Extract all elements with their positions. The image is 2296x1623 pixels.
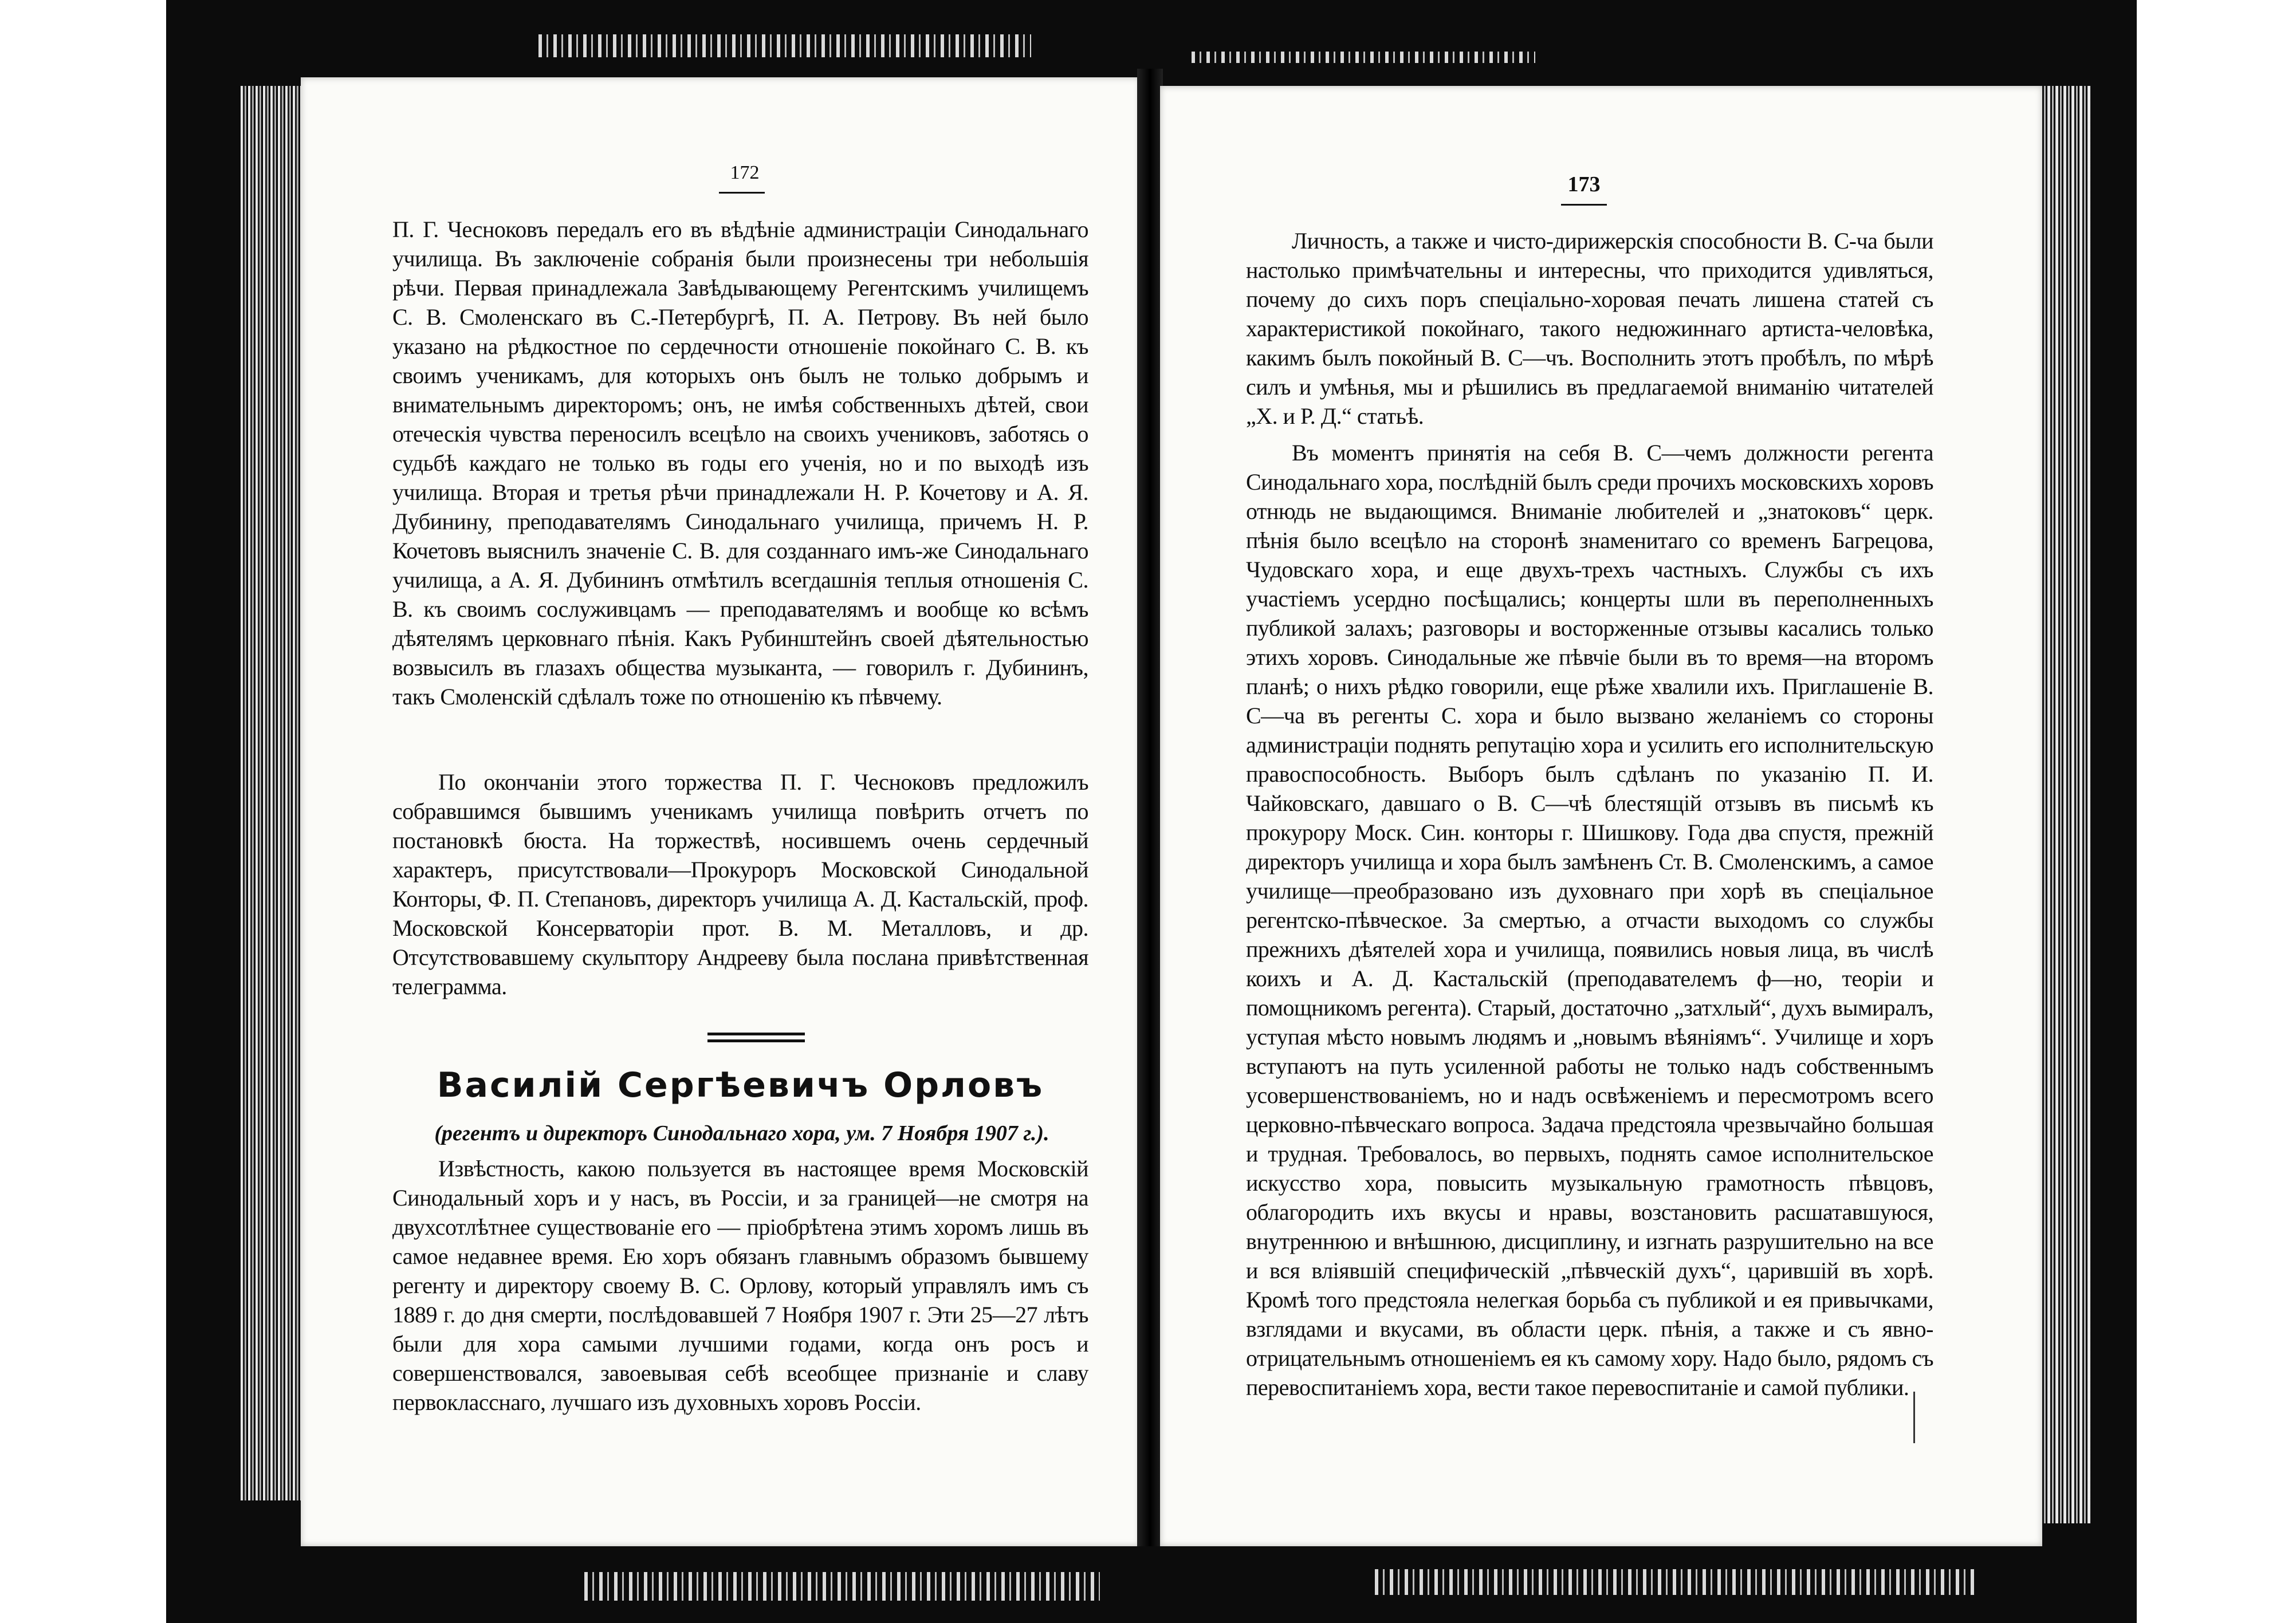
left-page	[301, 77, 1140, 1546]
text-block-middle	[392, 767, 1088, 1001]
page-edges-right	[2039, 86, 2091, 1523]
paragraph: По окончаніи этого торжества П. Г. Чесноковъ предложилъ собравшимся бывшимъ ученикамъ училища повѣрить отчетъ по постановкѣ бюста. На торжествѣ, носившемъ очень сердечный характеръ, присутствовали—Прокуроръ Московской Синодальной Конторы, Ф. П. Степановъ, директоръ училища А. Д. Кастальскій, проф. Московской Консерваторіи прот. В. М. Металловъ, и др. Отсутствовавшему скульптору Андрееву была послана привѣтственная телеграмма.	[392, 769, 1088, 999]
right-page	[1160, 86, 2042, 1546]
article-title: Василій Сергѣевичъ Орловъ	[437, 1065, 1044, 1105]
scan-noise-bottom-right	[1375, 1569, 1976, 1595]
paragraph: Въ моментъ принятія на себя В. С—чемъ должности регента Синодальнаго хора, послѣдній былъ среди прочихъ московскихъ хоровъ отнюдь не выдающимся. Вниманіе любителей и „знатоковъ“ церк. пѣнія было всецѣло на сторонѣ знаменитаго со временъ Багрецова, Чудовскаго хора, и еще двухъ-трехъ частныхъ. Службы съ ихъ участіемъ усердно посѣщались; концерты шли въ переполненныхъ публикой залахъ; разговоры и восторженные отзывы касались только этихъ хоровъ. Синодальные же пѣвчіе были въ то время—на второмъ планѣ; о нихъ рѣдко говорили, еще рѣже хвалили ихъ. Приглашеніе В. С—ча въ регенты С. хора и было вызвано желаніемъ со стороны администраціи поднять репутацію хора и усилить его исполнительскую правоспособность. Выборъ былъ сдѣланъ по указанію П. И. Чайковскаго, давшаго о В. С—чѣ блестящій отзывъ въ письмѣ къ прокурору Моск. Син. конторы г. Шишкову. Года два спустя, прежній директоръ училища и хора былъ замѣненъ Ст. В. Смоленскимъ, а самое училище—преобразовано изъ духовнаго при хорѣ въ спеціальное регентско-пѣвческое. За смертью, а отчасти выходомъ со службы прежнихъ дѣятелей хора и училища, появились новыя лица, въ числѣ коихъ и А. Д. Кастальскій (преподавателемъ ф—но, теоріи и помощникомъ регента). Старый, достаточно „затхлый“, духъ вымиралъ, уступая мѣсто новымъ людямъ и „новымъ вѣяніямъ“. Училище и хоръ вступаютъ на путь усиленной работы не только надъ собственнымъ усовершенствованіемъ, но и надъ освѣженіемъ и пересмотромъ всего церковно-пѣвческаго вопроса. Задача предстояла чрезвычайно большая и трудная. Требовалось, во первыхъ, поднять самое исполнительское искусство хора, повысить музыкальную грамотность пѣвцовъ, облагородить ихъ вкусы и нравы, возстановить расшатавшуюся, внутреннюю и внѣшнюю, дисциплину, и изгнать разрушительно на все и вся вліявшій специфическій „пѣвческій духъ“, царившій въ хорѣ. Кромѣ того предстояла нелегкая борьба съ публикой и ея привычками, взглядами и вкусами, въ области церк. пѣнія, а также и съ явно-отрицательнымъ отношеніемъ ея къ самому хору. Надо было, рядомъ съ перевоспитаніемъ хора, вести такое перевоспитаніе и самой публики.	[1246, 440, 1933, 1400]
article-subtitle: (регентъ и директоръ Синодальнаго хора, ум. 7 Ноября 1907 г.).	[434, 1121, 1049, 1145]
section-separator	[707, 1033, 805, 1046]
scan-noise-top-right	[1192, 52, 1535, 63]
scan-noise-top	[538, 34, 1031, 57]
paragraph: П. Г. Чесноковъ передалъ его въ вѣдѣніе администраціи Синодальнаго училища. Въ заключеніе собранія были произнесены три небольшія рѣчи. Первая принадлежала Завѣдывающему Регентскимъ училищемъ С. В. Смоленскаго въ С.-Петербургѣ, П. А. Петрову. Въ ней было указано на рѣдкостное по сердечности отношеніе покойнаго С. В. къ своимъ ученикамъ, для которыхъ онъ былъ не только добрымъ и внимательнымъ директоромъ; онъ, не имѣя собственныхъ дѣтей, свои отеческія чувства переносилъ всецѣло на своихъ учениковъ, заботясь о судьбѣ каждаго не только въ годы его ученія, но и по выходѣ изъ училища. Вторая и третья рѣчи принадлежали Н. Р. Кочетову и А. Я. Дубинину, преподавателямъ Синодальнаго училища, причемъ Н. Р. Кочетовъ выяснилъ значеніе С. В. для созданнаго имъ-же Синодальнаго училища, а А. Я. Дубининъ отмѣтилъ всегдашнія теплыя отношенія С. В. къ своимъ сослуживцамъ — преподавателямъ и вообще ко всѣмъ дѣятелямъ церковнаго пѣнія. Какъ Рубинштейнъ своей дѣятельностью возвысилъ въ глазахъ общества музыканта, — говорилъ г. Дубининъ, такъ Смоленскій сдѣлалъ тоже по отношенію къ пѣвчему.	[392, 216, 1088, 710]
book-spine	[1137, 69, 1163, 1546]
text-block-intro	[1246, 226, 1933, 431]
paragraph: Извѣстность, какою пользуется въ настоящее время Московскій Синодальный хоръ и у насъ, въ Россіи, и за границей—не смотря на двухсотлѣтнее существованіе его — пріобрѣтена этимъ хоромъ лишь въ самое недавнее время. Ею хоръ обязанъ главнымъ образомъ бывшему регенту и директору своему В. С. Орлову, который управлялъ имъ съ 1889 г. до дня смерти, послѣдовавшей 7 Ноября 1907 г. Эти 25—27 лѣтъ были для хора самыми лучшими годами, когда онъ росъ и совершенствовался, завоевывая себѣ всеобщее признаніе и славу первокласснаго, лучшаго изъ духовныхъ хоровъ Россіи.	[392, 1156, 1088, 1415]
page-edges-left	[241, 86, 309, 1500]
page-number: 172	[730, 162, 760, 183]
text-block-article	[392, 1154, 1088, 1417]
margin-mark	[1913, 1392, 1915, 1443]
text-block-upper	[392, 215, 1088, 711]
text-block-main	[1246, 438, 1933, 1402]
page-number: 173	[1567, 172, 1601, 196]
page-number-rule	[719, 192, 765, 194]
scan-noise-bottom	[584, 1572, 1100, 1601]
page-number-rule	[1561, 204, 1607, 206]
paragraph: Личность, а также и чисто-дирижерскія способности В. С-ча были настолько примѣчательны и интересны, что приходится удивляться, почему до сихъ поръ спеціально-хоровая печать лишена статей съ характеристикой покойнаго, такого недюжиннаго артиста-человѣка, какимъ былъ покойный В. С—чъ. Восполнить этотъ пробѣлъ, по мѣрѣ силъ и умѣнья, мы и рѣшились въ предлагаемой вниманію читателей „Х. и Р. Д.“ статьѣ.	[1246, 228, 1933, 429]
